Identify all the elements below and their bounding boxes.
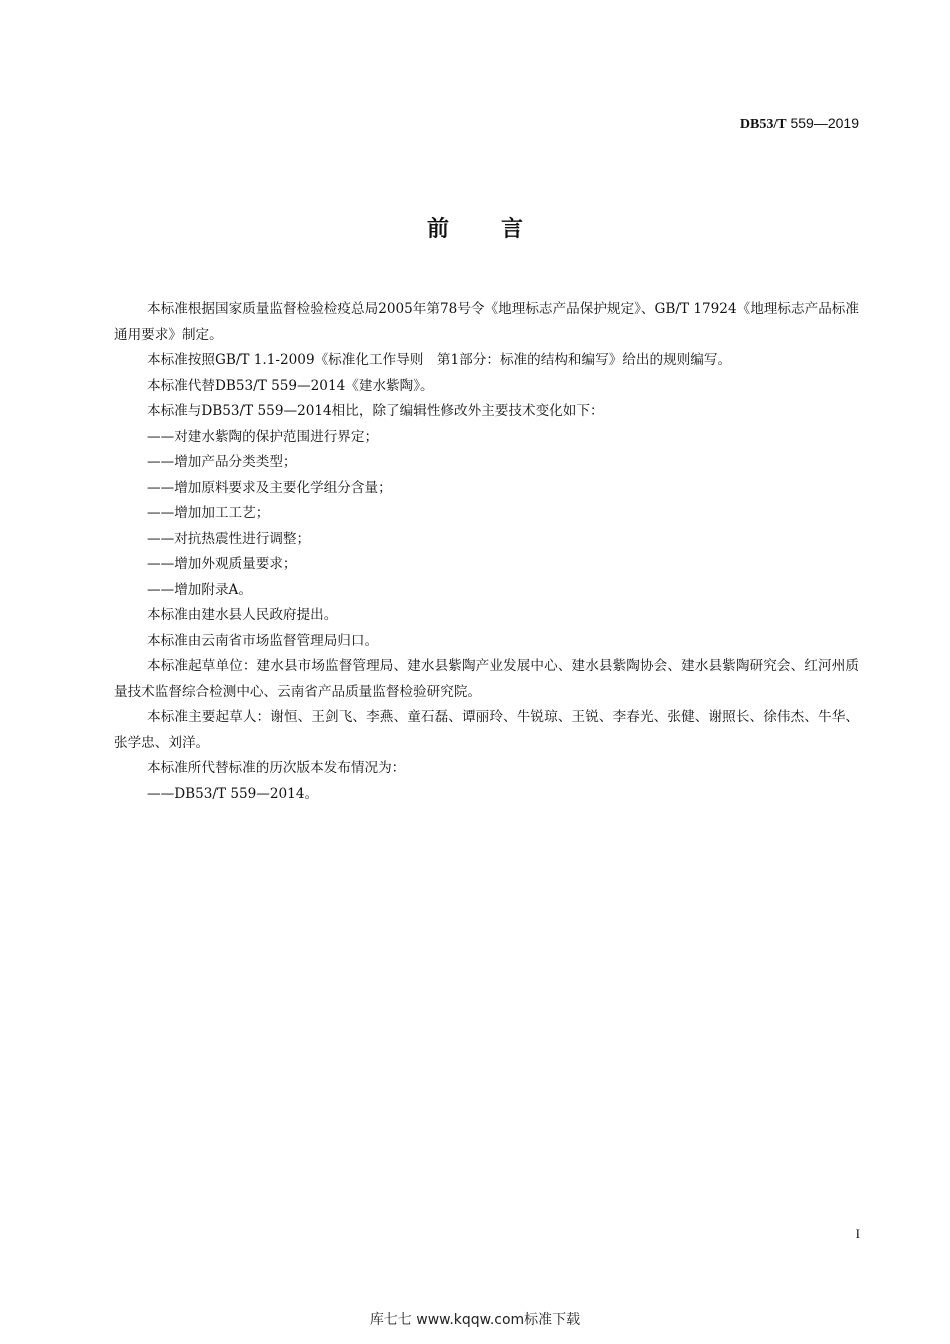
paragraph: 本标准由建水县人民政府提出。	[147, 607, 338, 623]
page-title: 前言	[426, 217, 575, 242]
paragraph: 本标准与DB53/T 559—2014相比，除了编辑性修改外主要技术变化如下：	[147, 403, 604, 419]
paragraph: 本标准按照GB/T 1.1-2009《标准化工作导则 第1部分：标准的结构和编写》给出的规则编写。	[147, 352, 732, 368]
paragraph: 本标准由云南省市场监督管理局归口。	[147, 632, 379, 649]
list-item: ——增加产品分类类型；	[147, 454, 297, 470]
paragraph: 本标准起草单位：建水县市场监督管理局、建水县紫陶产业发展中心、建水县紫陶协会、建水县紫陶研究会、红河州质量技术监督综合检测中心、云南省产品质量监督检验研究院。	[114, 658, 859, 700]
list-item: ——对抗热震性进行调整；	[147, 530, 311, 547]
standard-code-number: 559—2019	[786, 115, 859, 131]
footer-watermark: 库七七 www.kqqw.com标准下载	[369, 1312, 581, 1328]
list-item: ——对建水紫陶的保护范围进行界定；	[147, 428, 379, 445]
page-number: I	[855, 1226, 860, 1241]
list-item: ——增加附录A。	[147, 581, 252, 598]
list-item: ——增加加工工艺；	[147, 505, 270, 521]
paragraph: 本标准主要起草人：谢恒、王剑飞、李燕、童石磊、谭丽玲、牛锐琼、王锐、李春光、张健、谢照长、徐伟杰、牛华、张学忠、刘洋。	[114, 709, 859, 751]
paragraph: 本标准所代替标准的历次版本发布情况为：	[147, 760, 406, 776]
standard-code	[740, 115, 859, 133]
foreword-body	[114, 297, 859, 807]
paragraph: 本标准根据国家质量监督检验检疫总局2005年第78号令《地理标志产品保护规定》、GB/T 17924《地理标志产品标准通用要求》制定。	[114, 301, 859, 343]
list-item: ——增加外观质量要求；	[147, 556, 297, 572]
standard-code-prefix: DB53/T	[739, 117, 787, 132]
paragraph: 本标准代替DB53/T 559—2014《建水紫陶》。	[147, 377, 434, 394]
list-item: ——DB53/T 559—2014。	[147, 785, 319, 802]
list-item: ——增加原料要求及主要化学组分含量；	[147, 479, 392, 496]
